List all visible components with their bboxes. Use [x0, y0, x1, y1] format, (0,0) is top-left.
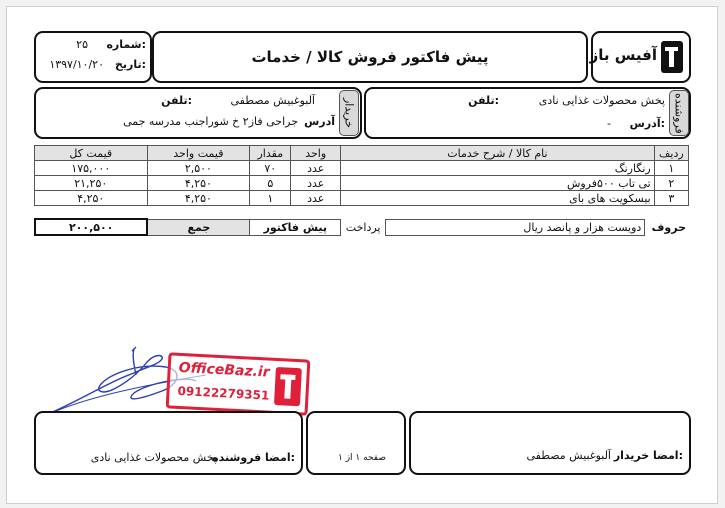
item-unit-price: ۴,۲۵۰: [147, 176, 250, 191]
seller-signature-box: [34, 411, 303, 475]
item-name: رنگارنگ: [341, 161, 655, 176]
date-value: ۱۳۹۷/۱۰/۲۰: [49, 58, 104, 71]
buyer-phone-label: تلفن:: [161, 94, 192, 107]
item-total: ۲۱,۲۵۰: [35, 176, 148, 191]
invoice-label: پیش فاکتور: [250, 219, 341, 235]
column-header: واحد: [291, 146, 341, 161]
sum-label: جمع: [147, 219, 250, 235]
column-header: نام کالا / شرح خدمات: [341, 146, 655, 161]
number-label: شماره:: [106, 38, 146, 51]
page-title: پیش فاکتور فروش کالا / خدمات: [251, 48, 489, 66]
title-box: [152, 31, 588, 83]
stamp-brand: OfficeBaz.ir: [178, 359, 270, 381]
item-name: تی تاب ۵۰۰فروش: [341, 176, 655, 191]
item-name: بیسکویت های بای: [341, 191, 655, 206]
seller-address: -: [607, 117, 611, 130]
item-total: ۴,۲۵۰: [35, 191, 148, 206]
seller-name: پخش محصولات غذایی نادی: [538, 94, 665, 107]
table-header-row: [35, 146, 689, 161]
company-stamp: [166, 352, 311, 415]
table-row: [35, 176, 689, 191]
payment-label: پرداخت: [345, 220, 381, 234]
page-number-box: [306, 411, 406, 475]
column-header: قیمت واحد: [147, 146, 250, 161]
item-qty: ۷۰: [250, 161, 291, 176]
sum-value: ۲۰۰,۵۰۰: [35, 219, 147, 235]
buyer-signature-box: [409, 411, 691, 475]
table-row: [35, 191, 689, 206]
column-header: قیمت کل: [35, 146, 148, 161]
page-number: صفحه ۱ از ۱: [338, 453, 386, 463]
buyer-address-label: آدرس: [304, 115, 335, 128]
stamp-phone: 09122279351: [177, 383, 270, 403]
seller-phone-label: تلفن:: [468, 94, 499, 107]
logo-text: آفیس باز: [589, 46, 657, 64]
item-qty: ۱: [250, 191, 291, 206]
summary-table: [34, 218, 689, 236]
number-date-box: [34, 31, 152, 83]
summary-row: [35, 219, 689, 235]
seller-tab: فروشنده: [669, 90, 689, 136]
words-label: حروف: [651, 220, 686, 234]
buyer-sign-name: آلبوغبیش مصطفی: [526, 449, 611, 462]
seller-sign-label: امضا فروشنده:: [212, 451, 295, 464]
row-index: ۲: [654, 176, 688, 191]
date-label: تاریخ:: [114, 58, 146, 71]
table-row: [35, 161, 689, 176]
buyer-tab: خریدار: [339, 90, 359, 136]
buyer-sign-label: امضا خریدار:: [613, 449, 683, 462]
buyer-box: [34, 87, 362, 139]
logo-mark-icon: [661, 41, 683, 73]
buyer-address: جراحی فاز۲ خ شوراجنب مدرسه جمی: [123, 115, 298, 128]
item-qty: ۵: [250, 176, 291, 191]
item-unit: عدد: [291, 161, 341, 176]
stamp-logo-icon: [274, 367, 302, 406]
items-table: [34, 145, 689, 206]
item-total: ۱۷۵,۰۰۰: [35, 161, 148, 176]
column-header: ردیف: [654, 146, 688, 161]
item-unit: عدد: [291, 191, 341, 206]
number-value: ۲۵: [76, 38, 88, 51]
item-unit-price: ۴,۲۵۰: [147, 191, 250, 206]
column-header: مقدار: [250, 146, 291, 161]
row-index: ۱: [654, 161, 688, 176]
item-unit: عدد: [291, 176, 341, 191]
seller-sign-name: پخش محصولات غذایی نادی: [90, 451, 217, 464]
words-value: دویست هزار و پانصد ریال: [386, 219, 645, 235]
buyer-name: آلبوغبیش مصطفی: [230, 94, 315, 107]
row-index: ۳: [654, 191, 688, 206]
logo-box: [591, 31, 691, 83]
seller-address-label: آدرس:: [629, 117, 665, 130]
item-unit-price: ۲,۵۰۰: [147, 161, 250, 176]
seller-box: [364, 87, 691, 139]
